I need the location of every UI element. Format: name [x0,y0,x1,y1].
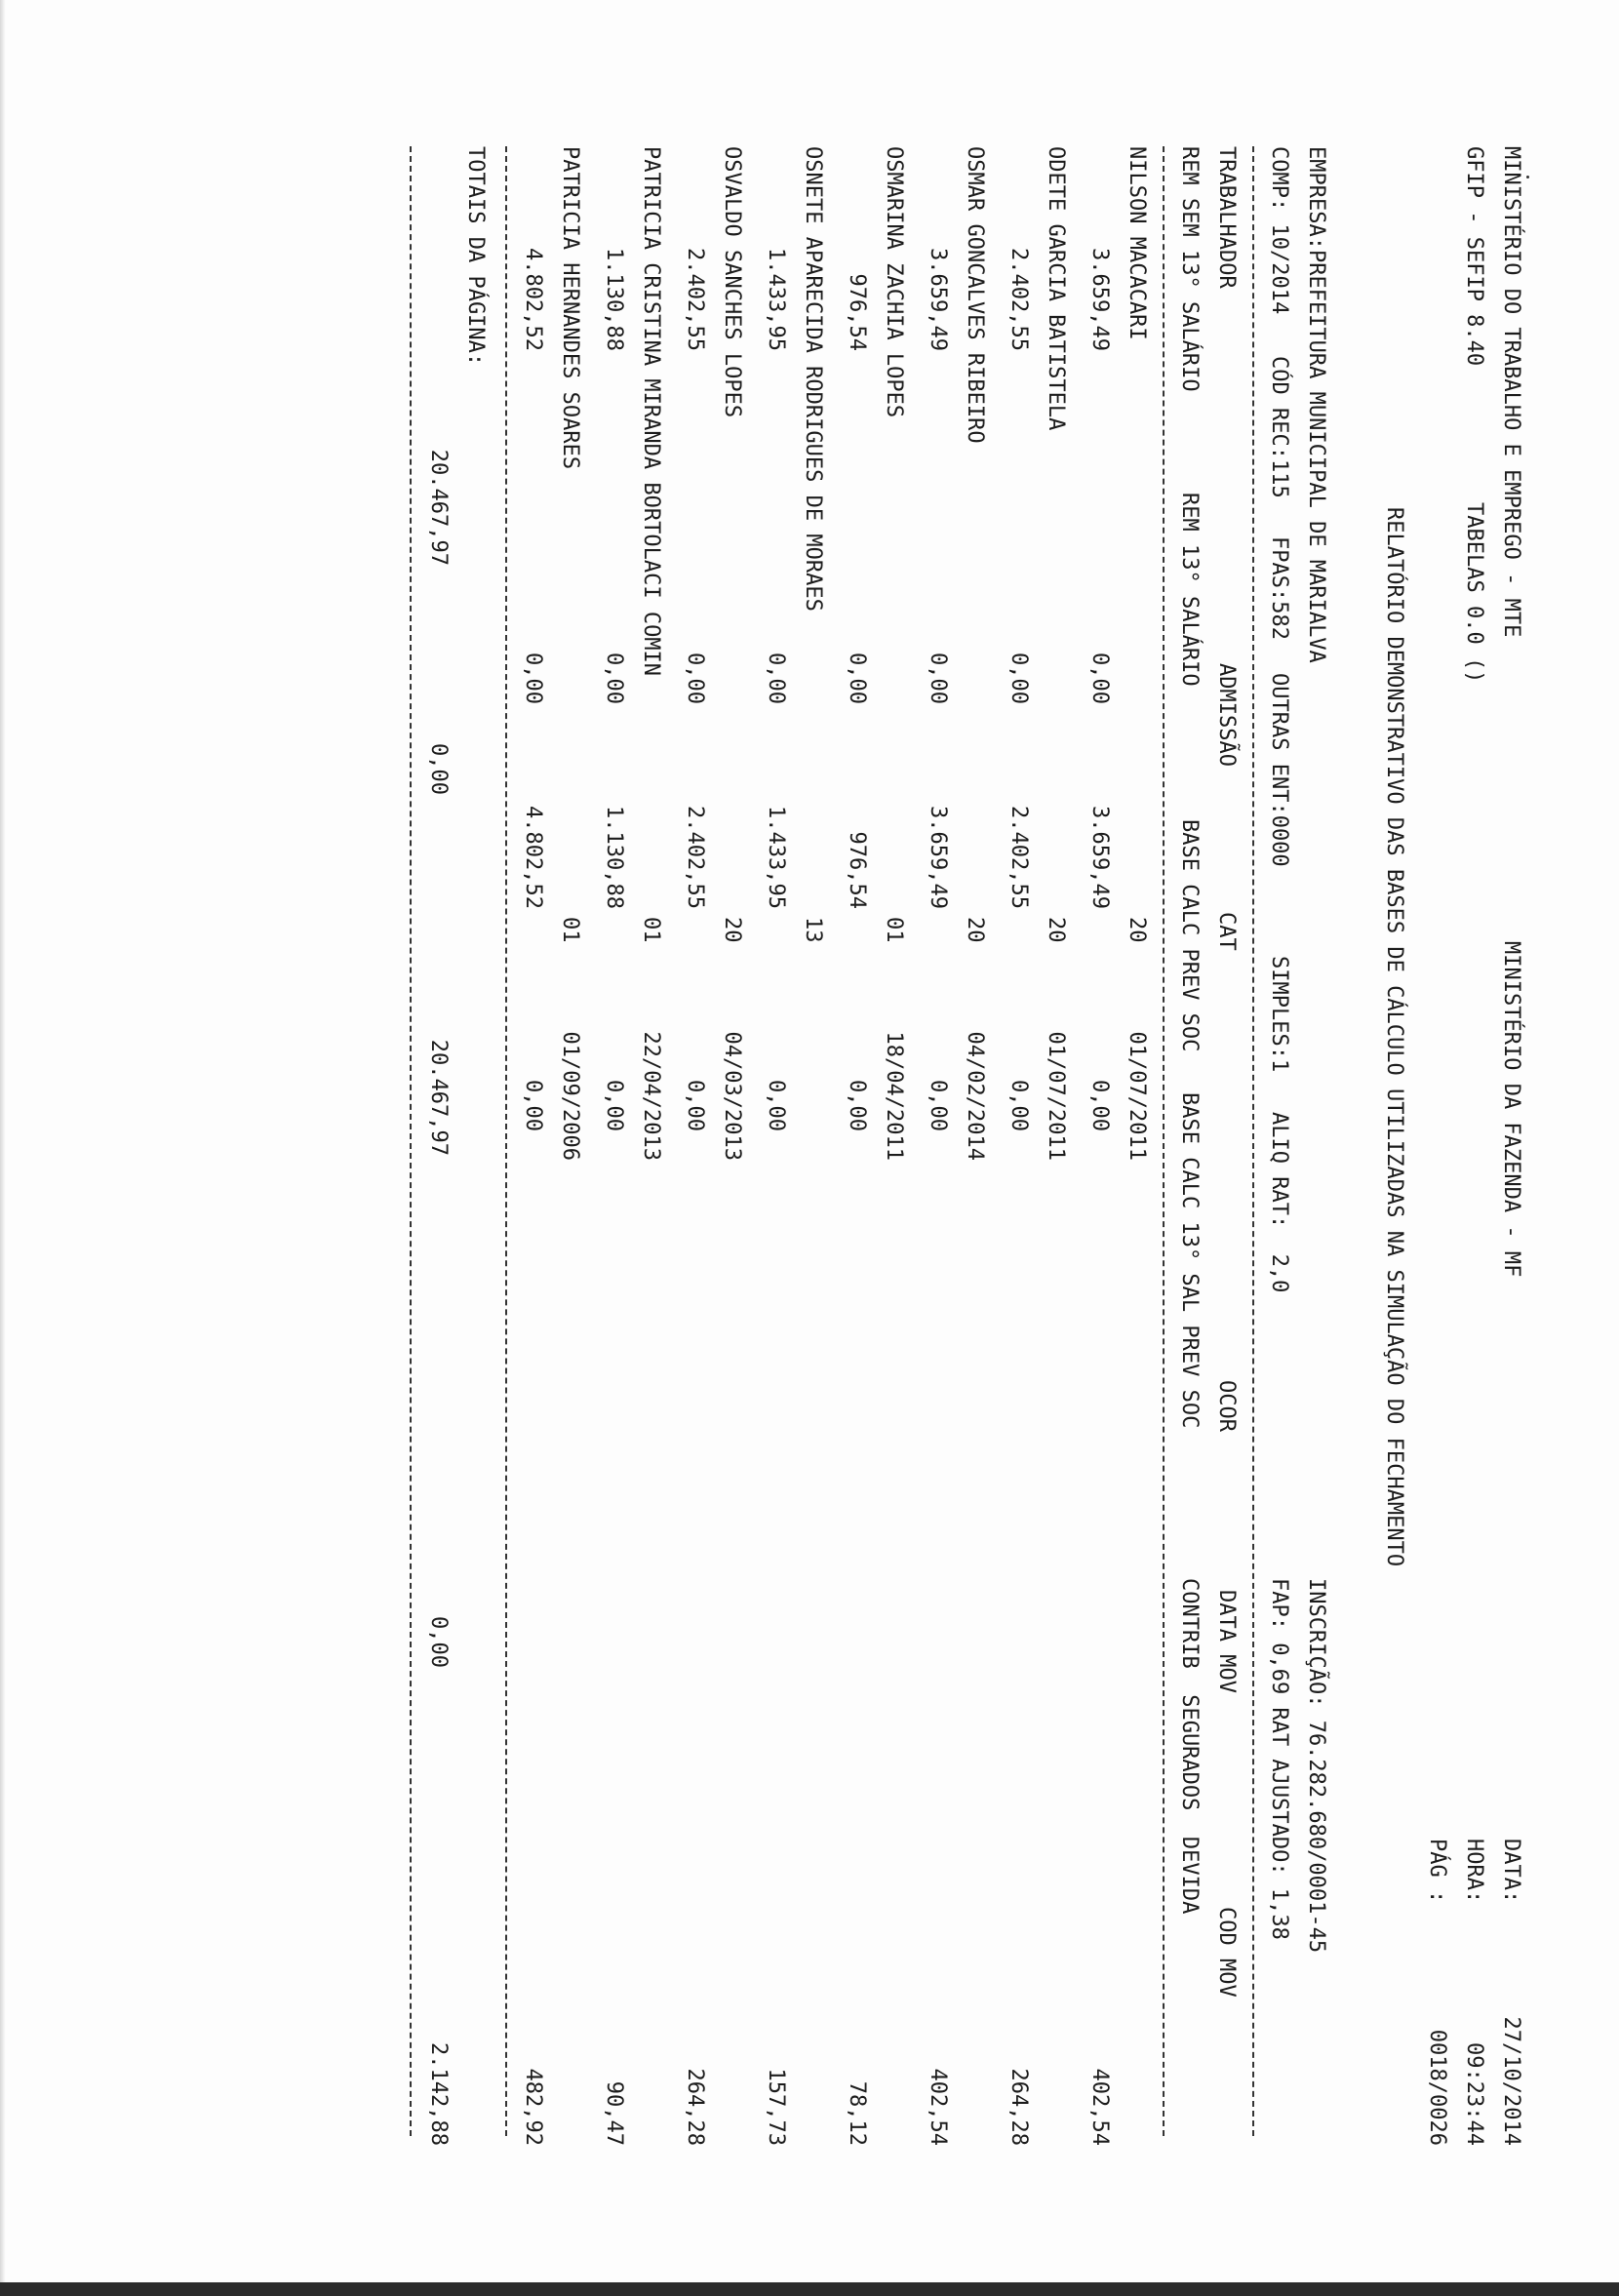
separator-line [1163,146,1165,2136]
worker-rem-sem-13: 4.802,52 [521,248,545,351]
col-data-mov: DATA MOV [1214,1590,1239,1693]
worker-name: OSNETE APARECIDA RODRIGUES DE MORAES [801,146,825,612]
col-base-calc-13: BASE CALC 13° SAL PREV SOC [1177,1092,1202,1429]
page-label: PÁG : [1425,1839,1449,1904]
worker-base-13: 0,00 [764,1080,788,1131]
col-admissao: ADMISSÃO [1214,663,1239,767]
worker-base-13: 0,00 [1087,1080,1112,1131]
worker-base-13: 0,00 [521,1080,545,1131]
worker-base-prev: 2.402,55 [1007,806,1031,909]
worker-name: PATRICIA HERNANDES SOARES [558,146,582,470]
totals-rem-sem-13: 20.467,97 [426,449,451,566]
worker-base-13: 0,00 [602,1080,626,1131]
totals-rem-13: 0,00 [426,743,451,795]
ministry-left: MINISTÉRIO DO TRABALHO E EMPREGO - MTE [1499,146,1523,638]
worker-admissao: 01/07/2011 [1125,1031,1149,1161]
worker-rem-sem-13: 1.433,95 [764,248,788,351]
worker-rem-13: 0,00 [1007,653,1031,704]
worker-base-prev: 3.659,49 [1087,806,1112,909]
worker-rem-sem-13: 2.402,55 [1007,248,1031,351]
date-value: 27/10/2014 [1499,2016,1523,2146]
worker-base-prev: 3.659,49 [926,806,950,909]
worker-cat: 01 [882,917,906,943]
col-trabalhador: TRABALHADOR [1214,146,1239,289]
worker-cat: 01 [558,917,582,943]
worker-rem-13: 0,00 [845,653,869,704]
totals-base-prev: 20.467,97 [426,1039,451,1156]
worker-cat: 13 [801,917,825,943]
cod-rec: CÓD REC:115 [1267,356,1291,498]
separator-line [410,146,412,2136]
worker-contrib: 482,92 [521,2068,545,2146]
fpas: FPAS:582 [1267,536,1291,640]
worker-base-prev: 1.433,95 [764,806,788,909]
report-title: RELATÓRIO DEMONSTRATIVO DAS BASES DE CÁLCULO UTILIZADAS NA SIMULAÇÃO DO FECHAMENTO [1382,507,1406,1567]
totals-contrib: 2.142,88 [426,2042,451,2146]
page-value: 0018/0026 [1425,2029,1449,2146]
separator-line [1252,146,1254,2136]
tables-version: TABELAS 0.0 () [1462,502,1486,684]
separator-line [505,146,507,2136]
worker-contrib: 264,28 [1007,2068,1031,2146]
outras-ent: OUTRAS ENT:0000 [1267,673,1291,867]
worker-rem-sem-13: 2.402,55 [683,248,707,351]
worker-base-prev: 1.130,88 [602,806,626,909]
date-label: DATA: [1499,1839,1523,1904]
time-value: 09:23:44 [1462,2042,1486,2146]
col-ocor: OCOR [1214,1380,1239,1432]
worker-rem-sem-13: 1.130,88 [602,248,626,351]
worker-contrib: 402,54 [926,2068,950,2146]
worker-base-prev: 4.802,52 [521,806,545,909]
worker-rem-13: 0,00 [602,653,626,704]
worker-admissao: 04/02/2014 [963,1031,987,1161]
worker-admissao: 01/07/2011 [1044,1031,1068,1161]
time-label: HORA: [1462,1839,1486,1904]
worker-cat: 20 [963,917,987,943]
worker-rem-sem-13: 3.659,49 [1087,248,1112,351]
col-cat: CAT [1214,912,1239,951]
worker-base-13: 0,00 [926,1080,950,1131]
worker-rem-13: 0,00 [764,653,788,704]
worker-rem-13: 0,00 [926,653,950,704]
system-version: GFIP - SEFIP 8.40 [1462,146,1486,367]
worker-cat: 20 [1125,917,1149,943]
totals-label: TOTAIS DA PÁGINA: [463,146,488,367]
worker-contrib: 90,47 [602,2080,626,2146]
worker-name: OSVALDO SANCHES LOPES [720,146,744,418]
company-inscricao: INSCRIÇÃO: 76.282.680/0001-45 [1304,1578,1328,1954]
simples: SIMPLES:1 [1267,956,1291,1073]
worker-name: OSMARINA ZACHIA LOPES [882,146,906,418]
worker-rem-sem-13: 3.659,49 [926,248,950,351]
worker-contrib: 402,54 [1087,2068,1112,2146]
worker-base-13: 0,00 [683,1080,707,1131]
col-contrib: CONTRIB SEGURADOS DEVIDA [1177,1578,1202,1915]
worker-admissao: 04/03/2013 [720,1031,744,1161]
worker-name: ODETE GARCIA BATISTELA [1044,146,1068,431]
worker-contrib: 264,28 [683,2068,707,2146]
worker-base-prev: 976,54 [845,831,869,909]
col-base-calc-prev: BASE CALC PREV SOC [1177,819,1202,1052]
scan-edge-shadow [0,0,6,2282]
worker-cat: 20 [720,917,744,943]
col-rem-sem-13: REM SEM 13° SALÁRIO [1177,146,1202,392]
worker-cat: 01 [639,917,663,943]
worker-admissao: 22/04/2013 [639,1031,663,1161]
company-name: EMPRESA:PREFEITURA MUNICIPAL DE MARIALVA [1304,146,1328,663]
worker-base-prev: 2.402,55 [683,806,707,909]
worker-rem-13: 0,00 [521,653,545,704]
worker-rem-13: 0,00 [683,653,707,704]
ministry-right: MINISTÉRIO DA FAZENDA - MF [1499,941,1523,1278]
aliq-rat: ALIQ RAT: 2,0 [1267,1112,1291,1293]
scan-speck [1526,176,1529,178]
worker-name: NILSON MACACARI [1125,146,1149,340]
worker-contrib: 78,12 [845,2080,869,2146]
col-cod-mov: COD MOV [1214,1907,1239,1998]
worker-rem-13: 0,00 [1087,653,1112,704]
worker-name: PATRICIA CRISTINA MIRANDA BORTOLACI COMIN [639,146,663,677]
report-sheet [351,146,1521,2146]
scan-bottom-border [0,2282,1619,2296]
worker-cat: 20 [1044,917,1068,943]
worker-base-13: 0,00 [845,1080,869,1131]
fap-rat: FAP: 0,69 RAT AJUSTADO: 1,38 [1267,1578,1291,1940]
competencia: COMP: 10/2014 [1267,146,1291,315]
worker-name: OSMAR GONCALVES RIBEIRO [963,146,987,444]
worker-rem-sem-13: 976,54 [845,273,869,351]
worker-base-13: 0,00 [1007,1080,1031,1131]
worker-contrib: 157,73 [764,2068,788,2146]
totals-base-13: 0,00 [426,1616,451,1668]
worker-admissao: 18/04/2011 [882,1031,906,1161]
col-rem-13: REM 13° SALÁRIO [1177,493,1202,687]
worker-admissao: 01/09/2006 [558,1031,582,1161]
